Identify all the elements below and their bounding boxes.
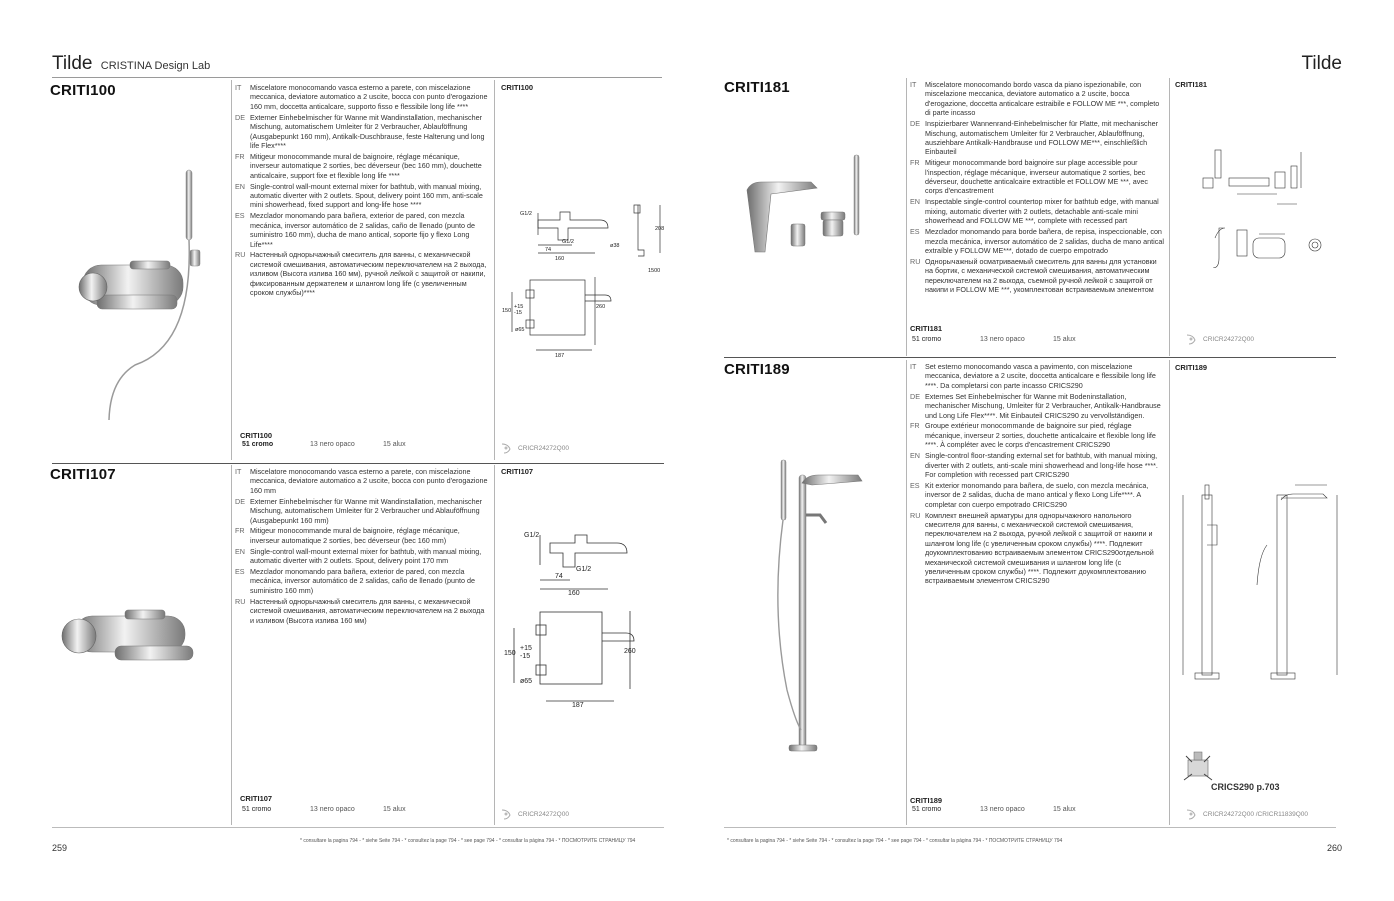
finish-item: 13 nero opaco <box>980 336 1025 343</box>
finish-list <box>242 441 443 448</box>
product-image <box>75 165 205 425</box>
diagram-title: CRITI100 <box>501 83 534 92</box>
description-row: FR Mitigeur monocommande bord baignoire sur plage accessible pour l'inspection, réglage mécanique, inverseur automatique 2 sorties, bec déverseur, douchette anticalcaire extractible et FOLLOW ME ***, avec corps d'encastrement <box>910 158 1148 196</box>
finish-item: 15 alux <box>383 441 406 448</box>
description-row: DE Externes Set Einhebelmischer für Wanne mit Bodeninstallation, mechanischer Mischung, Umleiter für 2 Verbraucher, Antikalk-Handbrause und Long Life Flex****. Mit Einbauteil CRICS290 zu vervollständigen. <box>910 391 1161 420</box>
finish-item: 15 alux <box>1053 806 1076 813</box>
product-code: CRITI107 <box>50 466 116 483</box>
product-code: CRITI181 <box>724 79 790 96</box>
dim-label: +15 <box>514 304 524 310</box>
dim-label: 187 <box>572 702 584 709</box>
dim-label: 187 <box>555 353 565 359</box>
description-row: EN Inspectable single-control countertop mixer for bathtub edge, with manual mixing, automatic diverter with 2 outlets, detachable anti-scale mini showerhead and FOLLOW ME ***, complete with recessed part <box>910 197 1159 226</box>
description-row: EN Single-control wall-mount external mixer for bathtub, with manual mixing, automatic diverter with 2 outlets. Spout, delivery point 170 mm <box>235 546 482 566</box>
finish-item: 13 nero opaco <box>310 441 355 448</box>
description-block <box>910 80 1166 296</box>
column-divider <box>1169 360 1170 825</box>
footer-rule <box>724 827 1336 828</box>
dim-label: -15 <box>514 310 522 316</box>
diagram-title: CRITI189 <box>1175 363 1208 372</box>
dim-label: G1/2 <box>576 566 592 573</box>
finish-code: CRITI107 <box>240 794 273 803</box>
dim-label: ø38 <box>610 243 620 249</box>
finish-list <box>912 806 1113 813</box>
finish-item: 51 cromo <box>912 336 942 343</box>
recessed-part-icon <box>500 808 514 820</box>
finish-code: CRITI181 <box>910 324 943 333</box>
description-row: RU Однорычажный осматриваемый смеситель для ванны для установки на бортик, с механической системой смешивания, автоматическим переключателем на 2 выхода, съемной ручной лейкой с защитой от накипи и FOLLOW ME ***, укомплектован встраиваемым элементом <box>910 256 1157 295</box>
description-row: IT Miscelatore monocomando vasca esterno a parete, con miscelazione meccanica, deviatore automatico a 2 uscite, bocca con punto d'erogazione 160 mm, doccetta anticalcare, supporto fisso e flessibile long life **** <box>235 83 488 111</box>
dim-label: 1500 <box>648 268 661 274</box>
header-rule <box>52 77 662 78</box>
reference-code: CRICR24272Q00 <box>500 808 569 820</box>
description-row: RU Комплект внешней арматуры для однорычажного напольного смесителя для ванны, с механической системой смешивания, переключателем на 2 выхода, ручной лейкой с защитой от накипи и шлангом long life (с увеличенным сроком службы) ****. Подлежит доукомплектованию встраиваемым элементом CRICS290отдельной механической системой смешивания и шлангом long life (с увеличенным сроком службы) ****. Подлежит доукомплектованию встраиваемым элементом CRICS290 <box>910 510 1154 586</box>
description-row: RU Настенный однорычажный смеситель для ванны, с механической системой смешивания, автоматическим переключателем на 2 выхода и изливом (Высота излива 160 мм) <box>235 596 485 625</box>
description-row: IT Miscelatore monocomando vasca esterno a parete, con miscelazione meccanica, deviatore automatico a 2 uscite, bocca con punto d'erogazione 160 mm <box>235 467 488 495</box>
right-page <box>697 0 1394 901</box>
description-row: DE Inspizierbarer Wannenrand-Einhebelmischer für Platte, mit mechanischer Mischung, automatischem Umleiter für 2 Verbraucher, Ablauföffnung, ausziehbare Antikalk-Handbrause und FOLLOW ME***, einschließlich Einbauteil <box>910 119 1159 157</box>
dim-label: ø65 <box>515 327 525 333</box>
description-block <box>235 467 490 627</box>
finish-item: 13 nero opaco <box>310 806 355 813</box>
dim-label: +15 <box>520 645 532 652</box>
dim-label: 150 <box>502 308 512 314</box>
column-divider <box>494 80 495 460</box>
recessed-part-image <box>1182 750 1216 786</box>
technical-drawing <box>500 195 675 365</box>
section-divider <box>52 463 664 464</box>
brand-title: Tilde <box>1301 53 1342 74</box>
dim-label: 160 <box>555 256 565 262</box>
finish-code: CRITI100 <box>240 431 273 440</box>
dim-label: 260 <box>596 304 606 310</box>
dim-label: 260 <box>624 648 636 655</box>
dim-label: 74 <box>555 573 563 580</box>
technical-drawing <box>500 525 660 715</box>
column-divider <box>231 465 232 825</box>
product-code: CRITI100 <box>50 82 116 99</box>
technical-drawing <box>1177 138 1367 268</box>
finish-item: 51 cromo <box>242 806 272 813</box>
dim-label: 160 <box>568 590 580 597</box>
finish-code: CRITI189 <box>910 796 943 805</box>
section-divider <box>724 357 1336 358</box>
finish-item: 15 alux <box>383 806 406 813</box>
description-row: EN Single-control floor-standing external set for bathtub, with manual mixing, diverter with 2 outlets, anti-scale mini showerhead and long-life hose ****. For completion with recessed part CRICS290 <box>910 451 1158 479</box>
brand-subtitle: CRISTINA Design Lab <box>100 60 211 72</box>
dim-label: 150 <box>504 650 516 657</box>
column-divider <box>494 465 495 825</box>
description-row: FR Groupe extérieur monocommande de baignoire sur pied, réglage mécanique, inverseur 2 sorties, douchette anticalcaire et flexible long life ****. À compléter avec le corps d'encastrement CRICS290 <box>910 421 1156 450</box>
dim-label: 74 <box>545 247 552 253</box>
finish-item: 13 nero opaco <box>980 806 1025 813</box>
column-divider <box>906 78 907 356</box>
description-row: ES Kit exterior monomando para bañera, de suelo, con mezcla mecánica, inversor de 2 salidas, ducha de mano antical y flexo Long Life****. A completar con cuerpo empotrado CRICS290 <box>910 480 1149 509</box>
dim-label: G1/2 <box>562 239 574 245</box>
description-block <box>235 83 490 299</box>
column-divider <box>231 80 232 460</box>
description-row: FR Mitigeur monocommande mural de baignoire, réglage mécanique, inverseur automatique 2 sorties, bec déverseur (bec 160 mm), douchette anticalcaire, support fixe et flexible long life **** <box>235 151 482 180</box>
recessed-part-icon <box>500 442 514 454</box>
reference-code: CRICR24272Q00 /CRICR11839Q00 <box>1185 808 1308 820</box>
description-row: ES Mezclador monomando para bañera, exterior de pared, con mezcla mecánica, inversor automático de 2 salidas, caño de llenado (punto de suministro 160 mm), ducha de mano antical, soporte fijo y flexo Long Life**** <box>235 211 475 249</box>
brand-name: Tilde <box>52 53 93 74</box>
recessed-part-icon <box>1185 808 1199 820</box>
finish-item: 51 cromo <box>912 806 942 813</box>
dim-label: G1/2 <box>524 532 540 539</box>
diagram-title: CRITI181 <box>1175 80 1208 89</box>
description-row: IT Set esterno monocomando vasca a pavimento, con miscelazione meccanica, deviatore a 2 uscite, doccetta anticalcare e flessibile long life ****. Da completarsi con parte incasso CRICS290 <box>910 362 1156 390</box>
column-divider <box>1169 78 1170 356</box>
page-number: 259 <box>52 843 68 853</box>
column-divider <box>906 360 907 825</box>
dim-label: G1/2 <box>520 211 532 217</box>
description-row: IT Miscelatore monocomando bordo vasca da piano ispezionabile, con miscelazione meccanica, deviatore automatico a 2 uscite, bocca d'erogazione, doccetta anticalcare estraibile e FOLLOW ME ***, completo di parte incasso <box>910 80 1160 118</box>
description-row: RU Настенный однорычажный смеситель для ванны, с механической системой смешивания, автоматическим переключателем на 2 выхода, изливом (Высота излива 160 мм), ручной лейкой с защитой от накипи, фиксированным держателем и шлангом long life (с увеличенным сроком службы)**** <box>235 250 487 298</box>
description-row: DE Externer Einhebelmischer für Wanne mit Wandinstallation, mechanischer Mischung, automatischem Umleiter für 2 Verbraucher, Ablauföffnung (Ausgabepunkt 160 mm), Antikalk-Duschbrause, feste Halterung und long life Flex**** <box>235 112 485 150</box>
finish-list <box>242 806 443 813</box>
brand-title <box>52 53 210 75</box>
dim-label: -15 <box>520 653 531 660</box>
footnote: * consultare la pagina 794 - * siehe Seite 794 - * consultez la page 794 - * see page 794 - * consultar la página 794 - * ПОСМОТРИТЕ СТРАНИЦУ 794 <box>300 838 636 844</box>
product-code: CRITI189 <box>724 361 790 378</box>
page-number: 260 <box>1326 843 1342 853</box>
reference-code: CRICR24272Q00 <box>500 442 569 454</box>
finish-item: 15 alux <box>1053 336 1076 343</box>
dim-label: 208 <box>655 226 665 232</box>
dim-label: ø65 <box>520 678 533 685</box>
footnote: * consultare la pagina 794 - * siehe Seite 794 - * consultez la page 794 - * see page 794 - * consultar la página 794 - * ПОСМОТРИТЕ СТРАНИЦУ 794 <box>727 838 1063 844</box>
finish-item: 51 cromo <box>242 441 274 448</box>
description-row: FR Mitigeur monocommande mural de baignoire, réglage mécanique, inverseur automatique 2 sorties, bec déverseur (bec 160 mm) <box>235 526 460 545</box>
reference-code: CRICR24272Q00 <box>1185 333 1254 345</box>
diagram-title: CRITI107 <box>501 467 534 476</box>
description-block <box>910 362 1166 587</box>
product-image <box>737 150 867 260</box>
finish-list <box>912 336 1113 343</box>
recessed-part-icon <box>1185 333 1199 345</box>
product-image <box>55 598 195 673</box>
recessed-part-ref: CRICS290 p.703 <box>1211 782 1280 792</box>
description-row: ES Mezclador monomando para borde bañera, de repisa, inspeccionable, con mezcla mecánica, inversor automático de 2 salidas, ducha de mano antical extraíble y FOLLOW ME***, dotado de cuerpo empotrado <box>910 227 1164 255</box>
footer-rule <box>52 827 664 828</box>
product-image <box>757 455 867 755</box>
description-row: EN Single-control wall-mount external mixer for bathtub, with manual mixing, automatic diverter with 2 outlets. Spout, delivery point 160 mm, anti-scale mini showerhead, fixed support and long-life hose **** <box>235 181 483 210</box>
description-row: ES Mezclador monomando para bañera, exterior de pared, con mezcla mecánica, inversor automático de 2 salidas, caño de llenado (punto de suministro 160 mm) <box>235 567 475 595</box>
description-row: DE Externer Einhebelmischer für Wanne mit Wandinstallation, mechanischer Mischung, automatischem Umleiter für 2 Verbraucher und Ablauföffnung (Ausgabepunkt 160 mm) <box>235 496 482 525</box>
technical-drawing <box>1177 475 1357 690</box>
